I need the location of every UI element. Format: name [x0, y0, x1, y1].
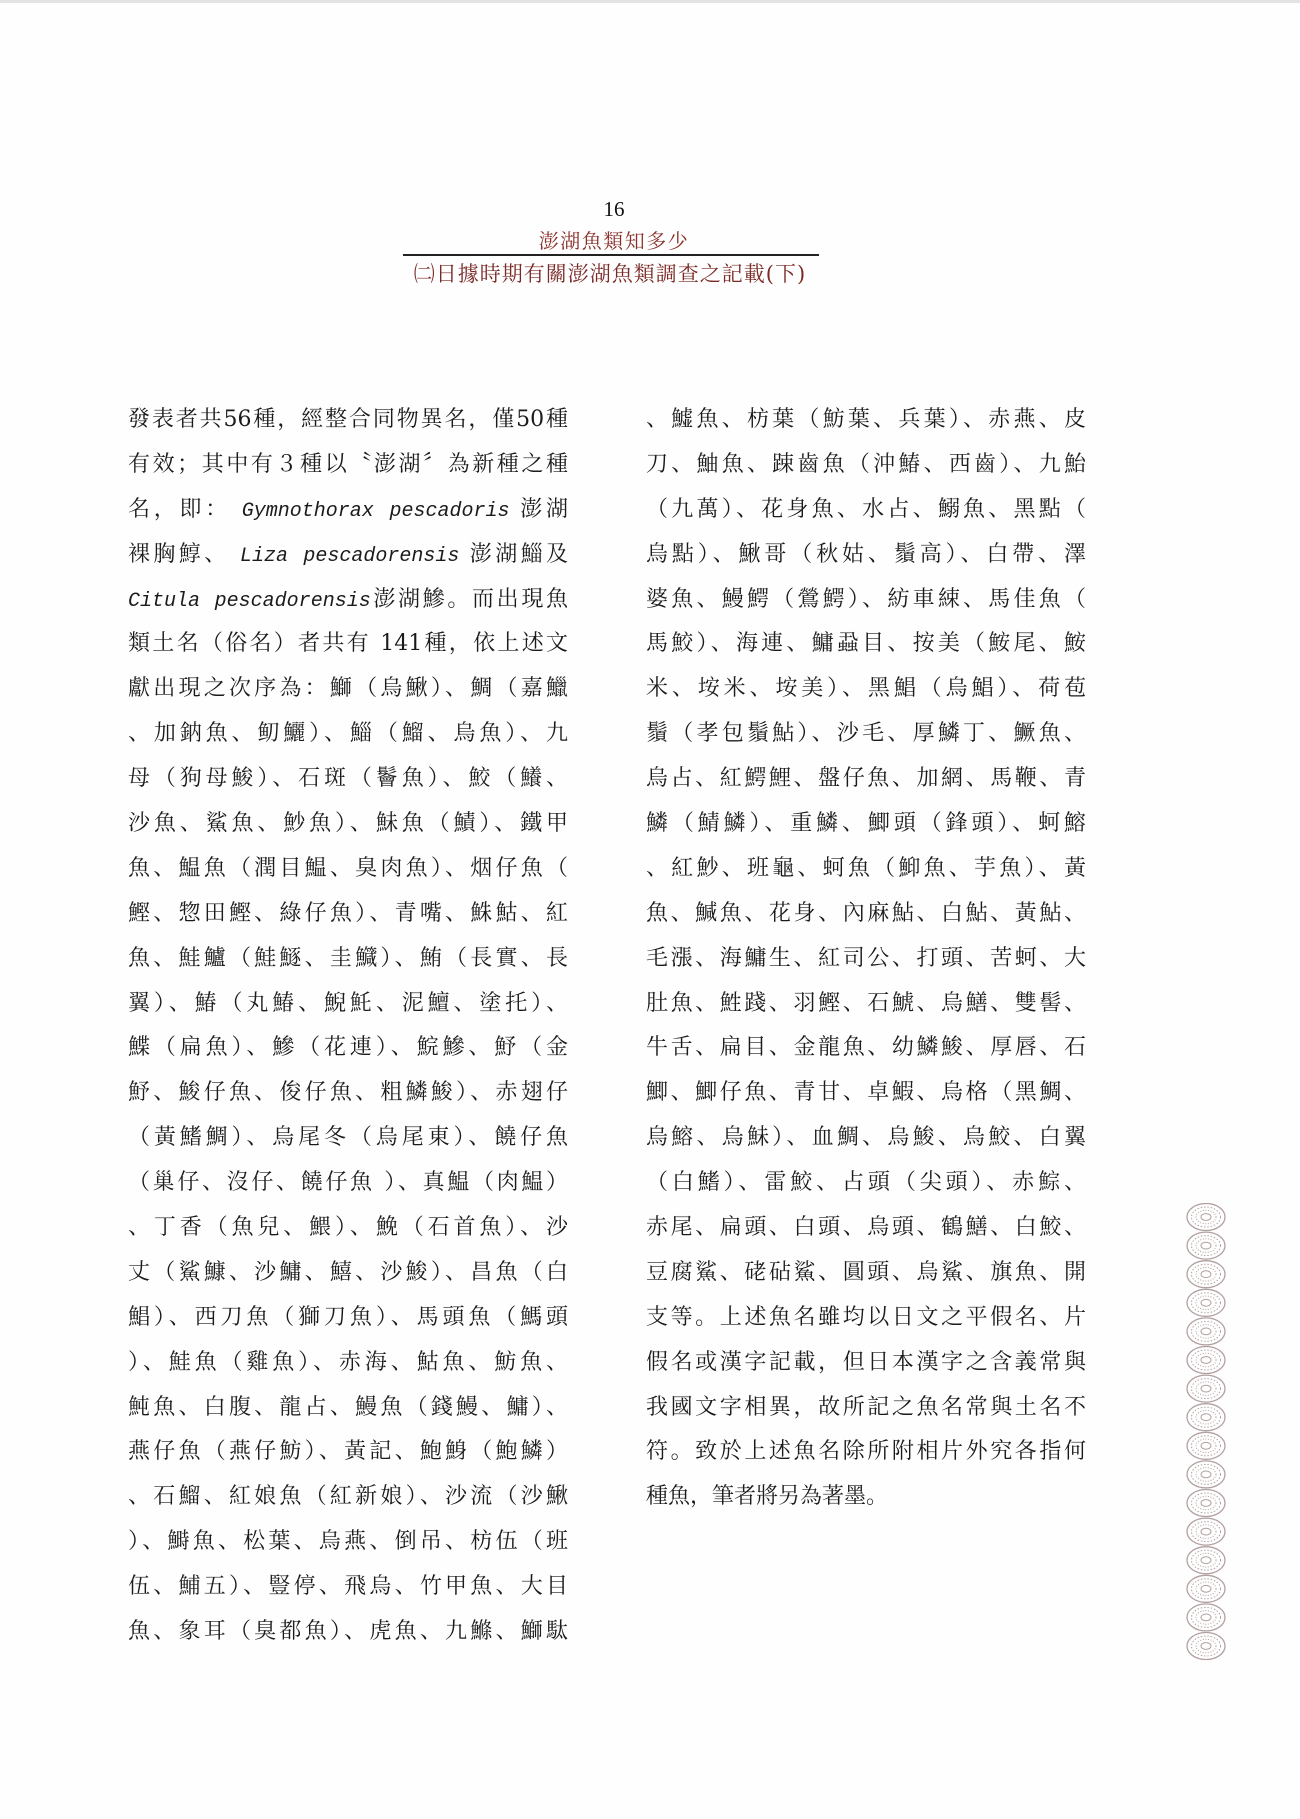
text-segment: 種魚，筆者將另為著墨。 — [646, 1484, 889, 1510]
text-segment: 、鱋魚、枋葉（魴葉、兵葉）、赤燕、皮 — [646, 407, 1086, 432]
running-book-title: 澎湖魚類知多少 — [538, 229, 690, 253]
text-line — [646, 892, 1086, 937]
section-title: ㈡日據時期有關澎湖魚類調查之記載(下) — [413, 262, 807, 286]
text-line — [128, 1296, 568, 1341]
rosette-ornament — [1187, 1204, 1225, 1231]
text-segment: 魚、鮭鱸（鮭鱁、圭鱵）、鮪（長實、長 — [128, 945, 568, 971]
text-line — [646, 443, 1086, 488]
left-column — [128, 398, 568, 1655]
text-segment: 魚、鰔魚、花身、內麻鮎、白鮎、黃鮎、 — [646, 900, 1086, 926]
text-line — [646, 1430, 1086, 1475]
rosette-border-ornament — [1181, 1203, 1231, 1663]
text-line — [646, 1341, 1086, 1386]
text-segment: 翼）、鰆（丸鰆、鯢魠、泥鱣、塗托）、 — [128, 990, 568, 1016]
text-segment: 獻出現之次序為：鰤（烏鰍）、鯛（嘉鱲 — [128, 676, 568, 702]
species-name: Gymnothorax pescadoris — [241, 499, 510, 523]
text-segment: 豆腐鯊、硓砧鯊、圓頭、烏鯊、旗魚、開 — [646, 1259, 1086, 1285]
text-line — [128, 533, 568, 578]
text-line — [128, 892, 568, 937]
text-line — [646, 1026, 1086, 1071]
text-line — [128, 1206, 568, 1251]
text-segment: 我國文字相異，故所記之魚名常與土名不 — [646, 1394, 1086, 1420]
rosette-ornament — [1187, 1289, 1225, 1316]
text-segment: 魨魚、白腹、龍占、鰻魚（錢鰻、鱅）、 — [128, 1394, 568, 1420]
text-line — [646, 622, 1086, 667]
text-segment: 烏點）、鰍哥（秋姑、鬚高）、白帶、澤 — [646, 541, 1086, 567]
text-segment: 馬鮫）、海連、鱅蝨目、按美（鮟尾、鮟 — [646, 631, 1086, 657]
text-line — [646, 847, 1086, 892]
text-segment: 、石鰡、紅娘魚（紅新娘）、沙流（沙鰍 — [128, 1484, 568, 1510]
text-line — [646, 1116, 1086, 1161]
header-divider — [403, 254, 819, 256]
text-segment: 發表者共56種，經整合同物異名，僅50種 — [128, 407, 568, 432]
text-line — [128, 1116, 568, 1161]
text-line — [128, 757, 568, 802]
text-segment: 燕仔魚（燕仔魴）、黃記、鮑鯓（鮑鱗） — [128, 1439, 568, 1465]
text-line — [646, 667, 1086, 712]
text-line — [128, 1610, 568, 1655]
text-segment: 魚、象耳（臭都魚）、虎魚、九鰷、鰤駄 — [128, 1619, 568, 1645]
text-line — [128, 443, 568, 488]
text-segment: 烏占、紅鰐鯉、盤仔魚、加網、馬鞭、青 — [646, 766, 1086, 792]
text-line — [646, 1206, 1086, 1251]
text-segment: 刀、鮋魚、踈齒魚（沖鰆、西齒）、九鮐 — [646, 451, 1086, 477]
rosette-ornament — [1187, 1633, 1225, 1660]
rosette-ornament — [1187, 1261, 1225, 1288]
text-segment: （黃鰭鯛）、烏尾冬（烏尾東）、饒仔魚 — [128, 1125, 568, 1151]
text-segment: 沙魚、鯊魚、魦魚）、鮇魚（鰿）、鐵甲 — [128, 811, 568, 837]
text-segment: 毛漲、海鱅生、紅司公、打頭、苦蚵、大 — [646, 945, 1086, 971]
right-column — [646, 398, 1086, 1520]
text-segment: 肚魚、鮏踐、羽鰹、石鯱、烏鱔、雙髻、 — [646, 990, 1086, 1016]
rosette-ornament — [1187, 1232, 1225, 1259]
text-line — [128, 1475, 568, 1520]
text-segment: 假名或漢字記載，但日本漢字之含義常與 — [646, 1349, 1086, 1375]
text-segment: （白鰭）、雷鮫、占頭（尖頭）、赤鯮、 — [646, 1170, 1086, 1196]
text-segment: 澎湖鯔及 — [459, 541, 568, 567]
text-line — [128, 488, 568, 533]
text-segment: 米、垵米、垵美）、黑鯧（烏鯧）、荷苞 — [646, 676, 1086, 702]
text-line — [128, 1386, 568, 1431]
rosette-ornament — [1187, 1375, 1225, 1402]
text-segment: 烏鰫、烏鮇）、血鯛、烏鮻、烏鮫、白翼 — [646, 1125, 1086, 1151]
text-line — [646, 1386, 1086, 1431]
text-segment: 鯽、鯽仔魚、青甘、卓鰕、烏格（黑鯛、 — [646, 1080, 1086, 1106]
text-segment: 、紅魦、班龜、蚵魚（鮣魚、芋魚）、黃 — [646, 855, 1086, 881]
text-segment: 裸胸鯙、 — [128, 541, 240, 567]
text-segment: 澎湖鰺。而出現魚 — [370, 586, 568, 612]
text-line — [646, 533, 1086, 578]
text-line — [128, 1071, 568, 1116]
text-line — [128, 1251, 568, 1296]
text-line — [128, 622, 568, 667]
text-segment: （巢仔、沒仔、饒仔魚 ）、真鰛（肉鰛） — [128, 1170, 568, 1196]
text-segment: ）、鮭魚（雞魚）、赤海、鮕魚、魴魚、 — [128, 1349, 568, 1375]
text-line — [646, 578, 1086, 623]
rosette-ornament — [1187, 1318, 1225, 1345]
text-segment: 、丁香（魚兒、鰃）、鮸（石首魚）、沙 — [128, 1215, 568, 1241]
text-line — [646, 488, 1086, 533]
text-line — [128, 1565, 568, 1610]
text-line — [128, 398, 568, 443]
rosette-ornament — [1187, 1461, 1225, 1488]
rosette-ornament — [1187, 1604, 1225, 1631]
text-line — [128, 982, 568, 1027]
text-segment: 伍、鯆五）、豎停、飛烏、竹甲魚、大目 — [128, 1574, 568, 1600]
text-segment: 魚、鰛魚（潤目鰛、臭肉魚）、烟仔魚（ — [128, 855, 568, 881]
page-number: 16 — [603, 197, 625, 221]
text-line — [128, 1161, 568, 1206]
rosette-ornament — [1187, 1490, 1225, 1517]
text-line — [128, 1430, 568, 1475]
text-line — [646, 757, 1086, 802]
page-edge-shade — [0, 0, 1300, 3]
text-line — [128, 1520, 568, 1565]
text-segment: 鰹、惣田鰹、綠仔魚）、青嘴、鮢鮕、紅 — [128, 900, 568, 926]
text-line — [646, 937, 1086, 982]
text-line — [128, 937, 568, 982]
text-line — [128, 1026, 568, 1071]
text-line — [128, 578, 568, 623]
species-name: Liza pescadorensis — [239, 544, 460, 568]
rosette-ornament — [1187, 1518, 1225, 1545]
text-segment: 母（狗母鮻）、石斑（鬠魚）、鮫（鱶、 — [128, 766, 568, 792]
rosette-ornament — [1187, 1432, 1225, 1459]
text-segment: 鯧）、西刀魚（獅刀魚）、馬頭魚（鰢頭 — [128, 1304, 568, 1330]
text-segment: 丈（鯊鱇、沙鱅、鱚、沙鮻）、昌魚（白 — [128, 1259, 568, 1285]
text-segment: 澎湖 — [509, 496, 568, 522]
text-segment: 牛舌、扁目、金龍魚、幼鱗鮻、厚唇、石 — [646, 1035, 1086, 1061]
text-line — [646, 1475, 1086, 1520]
text-segment: 赤尾、扁頭、白頭、烏頭、鶴鱔、白鮫、 — [646, 1215, 1086, 1241]
text-segment: 名，即： — [128, 496, 242, 522]
text-segment: 婆魚、鰻鰐（鶯鰐）、紡車綀、馬佳魚（ — [646, 586, 1086, 612]
text-segment: 鬚（孝包鬚鮎）、沙毛、厚鱗丁、鱖魚、 — [646, 721, 1086, 747]
text-line — [128, 802, 568, 847]
text-segment: 鰈（扁魚）、鰺（花連）、鯇鰺、魣（金 — [128, 1035, 568, 1061]
text-segment: ）、鰣魚、松葉、烏燕、倒吊、枋伍（班 — [128, 1529, 568, 1555]
rosette-ornament — [1187, 1575, 1225, 1602]
rosette-ornament — [1187, 1347, 1225, 1374]
text-line — [646, 1296, 1086, 1341]
text-line — [128, 667, 568, 712]
text-segment: 有效；其中有３種以〝澎湖〞為新種之種 — [128, 451, 568, 477]
text-line — [646, 398, 1086, 443]
rosette-ornament — [1187, 1547, 1225, 1574]
text-line — [128, 1341, 568, 1386]
text-segment: 符。致於上述魚名除所附相片外究各指何 — [646, 1439, 1086, 1465]
text-segment: 、加鈉魚、鱽鱺）、鯔（鰡、烏魚）、九 — [128, 721, 568, 747]
text-line — [646, 1071, 1086, 1116]
text-line — [128, 847, 568, 892]
text-line — [646, 712, 1086, 757]
text-segment: 類土名（俗名）者共有 141種，依上述文 — [128, 631, 568, 657]
rosette-ornament — [1187, 1404, 1225, 1431]
text-line — [646, 1251, 1086, 1296]
text-line — [128, 712, 568, 757]
text-line — [646, 802, 1086, 847]
text-line — [646, 982, 1086, 1027]
text-line — [646, 1161, 1086, 1206]
text-segment: 支等。上述魚名雖均以日文之平假名、片 — [646, 1304, 1086, 1330]
text-segment: 鱗（鯖鱗）、重鱗、鯽頭（鋒頭）、蚵鰫 — [646, 811, 1086, 837]
text-segment: （九萬）、花身魚、水占、鰯魚、黑點（ — [646, 496, 1086, 522]
species-name: Citula pescadorensis — [128, 589, 371, 613]
text-segment: 魣、鮻仔魚、俊仔魚、粗鱗鮻）、赤翅仔 — [128, 1080, 568, 1106]
